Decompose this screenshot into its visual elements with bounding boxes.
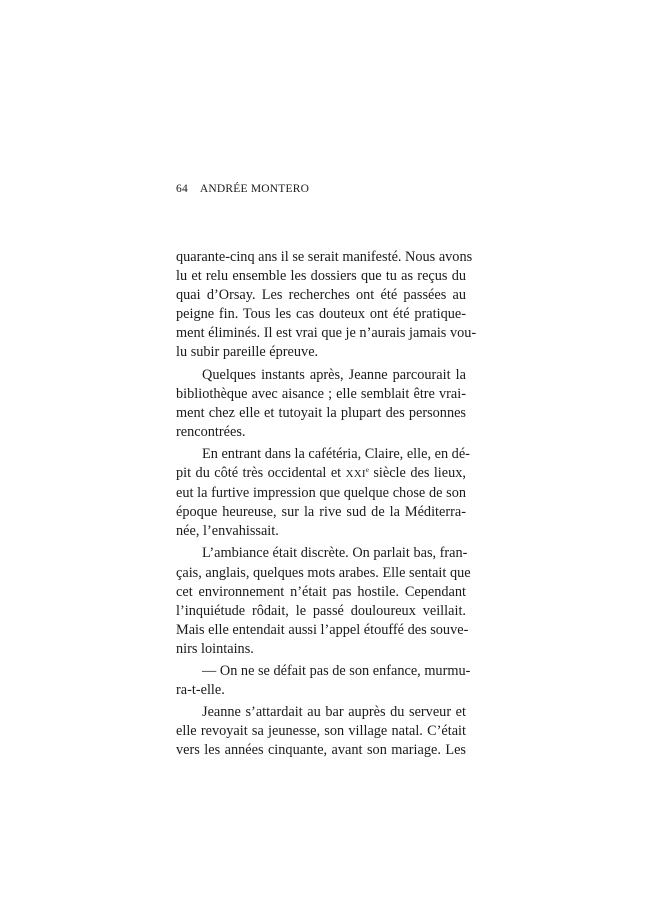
body-text — [176, 248, 477, 763]
text-line: lu subir pareille épreuve. — [176, 344, 319, 361]
paragraph-3 — [176, 445, 470, 541]
paragraph-2 — [176, 366, 466, 442]
text-line: Quelques instants après, Jeanne parcourait la — [202, 366, 466, 383]
text-line: bibliothèque avec aisance ; elle semblait être vrai- — [176, 385, 466, 402]
text-line: peigne fin. Tous les cas douteux ont été pratique- — [176, 306, 466, 323]
text-line: elle revoyait sa jeunesse, son village natal. C’était — [176, 723, 466, 740]
text-line: çais, anglais, quelques mots arabes. Elle sentait que — [176, 564, 471, 581]
author-name: ANDRÉE MONTERO — [199, 183, 310, 195]
paragraph-1 — [176, 248, 477, 363]
paragraph-4 — [176, 544, 471, 659]
text-line: L’ambiance était discrète. On parlait bas, fran- — [202, 545, 468, 562]
text-fragment: siècle des lieux, — [368, 465, 466, 482]
text-line: époque heureuse, sur la rive sud de la Méditerra- — [176, 504, 466, 521]
paragraph-5 — [176, 662, 471, 700]
text-fragment: pit du côté très occidental et — [176, 465, 346, 482]
text-line: cet environnement n’était pas hostile. Cependant — [176, 583, 466, 600]
page-number: 64 — [176, 183, 188, 195]
text-line: eut la furtive impression que quelque chose de son — [176, 485, 466, 502]
text-line: ra-t-elle. — [176, 682, 225, 699]
text-line: l’inquiétude rôdait, le passé douloureux veillait. — [176, 602, 466, 619]
century-numeral: XXI — [345, 468, 366, 481]
text-line: Jeanne s’attardait au bar auprès du serveur et — [202, 704, 466, 721]
text-line: En entrant dans la cafétéria, Claire, elle, en dé- — [202, 445, 470, 462]
running-head — [176, 183, 309, 195]
text-line: vers les années cinquante, avant son mariage. Les — [176, 742, 466, 759]
text-line: ment éliminés. Il est vrai que je n’aurais jamais vou- — [176, 325, 477, 342]
text-line-century — [176, 464, 466, 484]
century-superscript: e — [365, 466, 369, 475]
paragraph-6 — [176, 703, 466, 760]
text-line: rencontrées. — [176, 423, 246, 440]
text-line: quarante-cinq ans il se serait manifesté. Nous avons — [176, 249, 473, 265]
text-line: Mais elle entendait aussi l’appel étouffé des souve- — [176, 621, 469, 638]
text-line: née, l’envahissait. — [176, 523, 279, 540]
text-line: nirs lointains. — [176, 640, 254, 657]
text-line: quai d’Orsay. Les recherches ont été passées au — [176, 287, 466, 304]
text-line: lu et relu ensemble les dossiers que tu as reçus du — [176, 268, 466, 285]
text-line: — On ne se défait pas de son enfance, murmu- — [202, 662, 471, 679]
text-line: ment chez elle et tutoyait la plupart des personnes — [176, 404, 466, 421]
